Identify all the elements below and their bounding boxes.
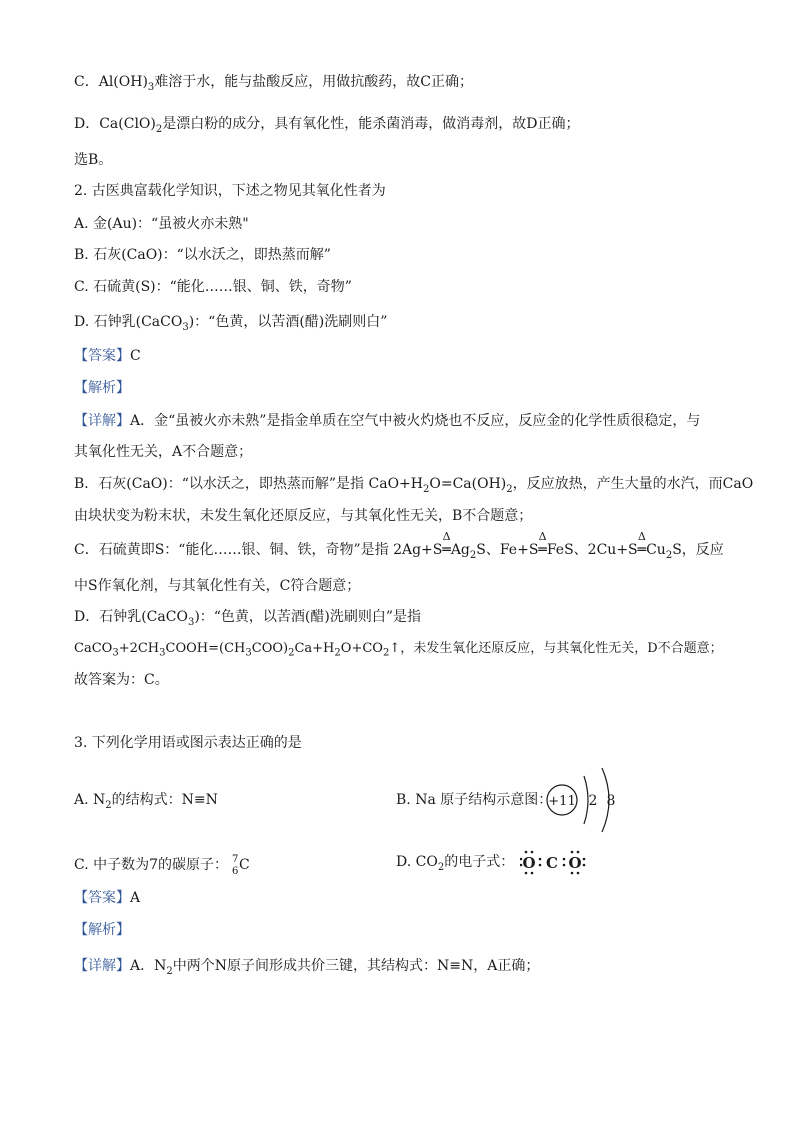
q2-explain-d2: $CaCO_3+2CH_3COOH=(CH_3COO)_2Ca+H_2O+CO_2↑$，未发生氧化还原反应，与其氧化性无关，D不合题意； xyxy=(74,641,723,659)
na-atom-structure-diagram xyxy=(540,764,630,836)
shell-2-electrons: 8 xyxy=(606,793,616,809)
heat-equals-sign: Δ ═ xyxy=(442,530,451,558)
shell-1-electrons: 2 xyxy=(588,793,598,809)
q2-option-b: B. 石灰(CaO)：“以水沃之，即热蒸而解” xyxy=(74,247,331,263)
carbon-nuclide-symbol: 7 6 C xyxy=(232,854,250,877)
q2-option-d: D. 石钟乳(CaCO$_3$)：“色黄，以苦酒(醋)洗刷则白” xyxy=(74,314,388,333)
q3-option-a: A. $N_2$的结构式：N≡N xyxy=(74,792,218,811)
q2-explain-d1: D．石钟乳(CaCO$_3$)：“色黄，以苦酒(醋)洗刷则白”是指 xyxy=(74,609,422,628)
oxygen-symbol: O xyxy=(568,854,582,872)
q2-option-c: C. 石硫黄(S)：“能化……银、铜、铁，奇物” xyxy=(74,279,352,295)
carbon-symbol: C xyxy=(546,854,558,872)
heat-equals-sign: Δ ═ xyxy=(637,530,647,558)
q2-conclusion: 故答案为：C。 xyxy=(74,672,169,688)
q2-explain-a2: 其氧化性无关，A不合题意； xyxy=(74,444,253,460)
q2-explain-c1: C．石硫黄即S：“能化……银、铜、铁，奇物”是指 2Ag+S Δ $═Ag_2S$、Fe+S Δ ═FeS、2Cu+S Δ $═Cu_2S$，反应 xyxy=(74,530,724,561)
q2-answer: 【答案】C xyxy=(74,348,141,364)
q2-explain-c2: 中S作氧化剂，与其氧化性有关，C符合题意； xyxy=(74,578,361,594)
detail-label: 【详解】 xyxy=(74,413,130,429)
answer-label: 【答案】 xyxy=(74,890,130,906)
q3-stem: 3. 下列化学用语或图示表达正确的是 xyxy=(74,735,302,751)
prev-selection: 选B。 xyxy=(74,152,113,168)
q3-explain-a: 【详解】A．$N_2$中两个N原子间形成共价三键，其结构式：N≡N，A正确； xyxy=(74,958,540,977)
heat-equals-sign: Δ ═ xyxy=(538,530,547,558)
q2-explain-a1: 【详解】A．金“虽被火亦未熟”是指金单质在空气中被火灼烧也不反应，反应金的化学性质很稳定，与 xyxy=(74,413,701,429)
q3-answer: 【答案】A xyxy=(74,890,141,906)
prev-option-c: C．$Al(OH)_3$难溶于水，能与盐酸反应，用做抗酸药，故C正确； xyxy=(74,74,474,93)
q2-explain-b1: B．石灰(CaO)：“以水沃之，即热蒸而解”是指 $CaO+H_2O=Ca(OH)_2$，反应放热，产生大量的水汽，而CaO xyxy=(74,476,754,495)
detail-label: 【详解】 xyxy=(74,958,130,974)
q3-option-b: B. Na 原子结构示意图： xyxy=(396,792,553,808)
q2-option-a: A. 金(Au)：“虽被火亦未熟" xyxy=(74,216,249,232)
prev-option-d: D．$Ca(ClO)_2$是漂白粉的成分，具有氧化性，能杀菌消毒，做消毒剂，故D正确； xyxy=(74,116,580,135)
q2-analysis-label: 【解析】 xyxy=(74,380,130,396)
q3-option-c: C. 中子数为7的碳原子： 7 6 C xyxy=(74,854,250,877)
nucleus-charge: +11 xyxy=(548,794,576,809)
q2-explain-b2: 由块状变为粉末状，未发生氧化还原反应，与其氧化性无关，B不合题意； xyxy=(74,508,533,524)
q2-stem: 2. 古医典富载化学知识，下述之物见其氧化性者为 xyxy=(74,183,386,199)
oxygen-symbol: O xyxy=(522,854,536,872)
q3-analysis-label: 【解析】 xyxy=(74,922,130,938)
q3-option-d: D. $CO_2$的电子式： xyxy=(396,854,515,873)
co2-electron-formula xyxy=(520,848,586,876)
answer-label: 【答案】 xyxy=(74,348,130,364)
